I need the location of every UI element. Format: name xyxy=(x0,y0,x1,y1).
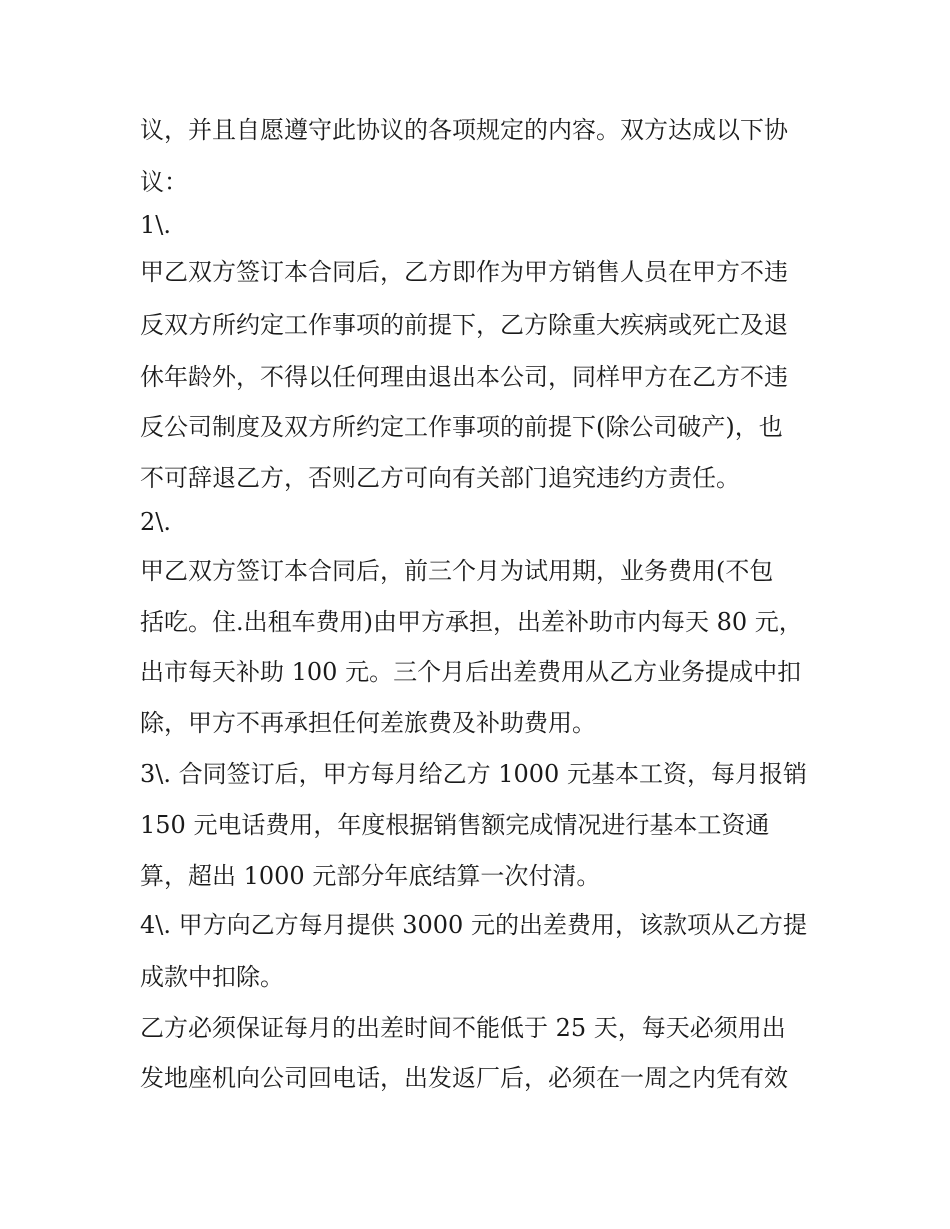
text-line: 1\. xyxy=(140,211,171,239)
text-line: 除，甲方不再承担任何差旅费及补助费用。 xyxy=(140,709,596,737)
text-line: 发地座机向公司回电话，出发返厂后，必须在一周之内凭有效 xyxy=(140,1064,788,1092)
text-line: 反双方所约定工作事项的前提下，乙方除重大疾病或死亡及退 xyxy=(140,311,788,339)
text-line: 议： xyxy=(140,168,188,196)
text-line: 2\. xyxy=(140,508,171,536)
text-line: 休年龄外，不得以任何理由退出本公司，同样甲方在乙方不违 xyxy=(140,363,788,391)
text-line: 甲乙双方签订本合同后，前三个月为试用期，业务费用(不包 xyxy=(140,557,774,585)
text-line: 成款中扣除。 xyxy=(140,963,284,991)
text-line: 议，并且自愿遵守此协议的各项规定的内容。双方达成以下协 xyxy=(140,116,788,144)
text-line: 算，超出 1000 元部分年底结算一次付清。 xyxy=(140,862,601,890)
text-line: 3\. 合同签订后，甲方每月给乙方 1000 元基本工资，每月报销 xyxy=(140,760,807,788)
text-line: 不可辞退乙方，否则乙方可向有关部门追究违约方责任。 xyxy=(140,464,740,492)
text-line: 4\. 甲方向乙方每月提供 3000 元的出差费用，该款项从乙方提 xyxy=(140,911,807,939)
text-line: 乙方必须保证每月的出差时间不能低于 25 天，每天必须用出 xyxy=(140,1014,786,1042)
text-line: 反公司制度及双方所约定工作事项的前提下(除公司破产)，也 xyxy=(140,413,783,441)
text-line: 甲乙双方签订本合同后，乙方即作为甲方销售人员在甲方不违 xyxy=(140,258,788,286)
text-line: 150 元电话费用，年度根据销售额完成情况进行基本工资通 xyxy=(140,811,770,839)
text-line: 出市每天补助 100 元。三个月后出差费用从乙方业务提成中扣 xyxy=(140,658,802,686)
text-line: 括吃。住.出租车费用)由甲方承担，出差补助市内每天 80 元， xyxy=(140,608,803,636)
